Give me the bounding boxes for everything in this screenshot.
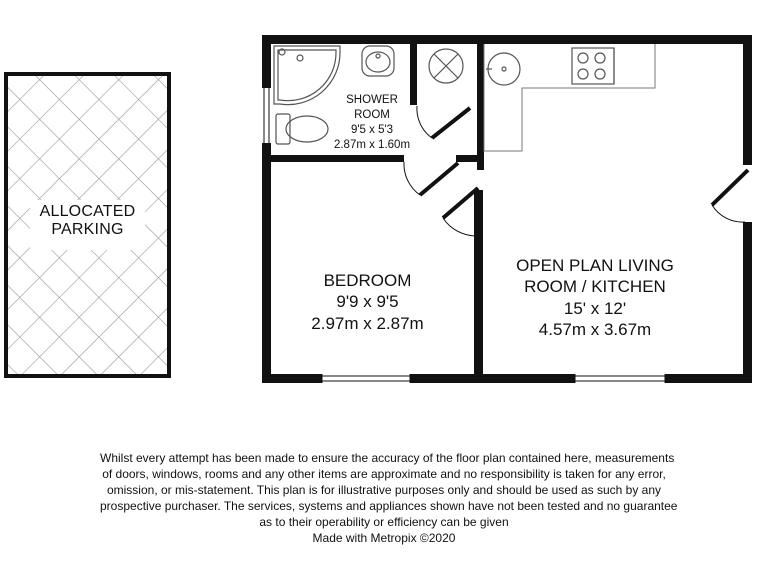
disclaimer-line: of doors, windows, rooms and any other items are approximate and no responsibility is taken for any error,	[102, 467, 666, 481]
shower-room-imperial: 9'5 x 5'3	[350, 123, 394, 136]
bedroom-label	[285, 270, 450, 334]
bedroom-metric: 2.97m x 2.87m	[311, 313, 424, 333]
shower-room-name-line2: ROOM	[354, 108, 390, 121]
shower-room-metric: 2.87m x 1.60m	[333, 138, 411, 151]
living-metric: 4.57m x 3.67m	[538, 319, 652, 339]
basin	[362, 46, 394, 76]
boiler	[429, 49, 463, 83]
kitchen-sink	[486, 53, 520, 85]
disclaimer	[100, 450, 678, 546]
parking-label	[15, 203, 160, 240]
toilet	[276, 114, 328, 144]
kitchen-worktop	[484, 44, 655, 151]
living-imperial: 15' x 12'	[563, 298, 627, 318]
living-name-line1: OPEN PLAN LIVING	[516, 256, 674, 275]
bedroom-name: BEDROOM	[323, 271, 412, 290]
disclaimer-line: as to their operability or efficiency can be given	[259, 515, 509, 529]
shower-room-name-line1: SHOWER	[346, 94, 398, 106]
window-bedroom	[322, 374, 410, 383]
window-shower	[262, 88, 271, 143]
parking-label-line2: PARKING	[51, 221, 124, 239]
living-name-line2: ROOM / KITCHEN	[524, 277, 666, 297]
doors	[404, 106, 748, 236]
living-room-label	[500, 255, 690, 340]
bedroom-imperial: 9'9 x 9'5	[336, 292, 399, 312]
hob	[572, 48, 614, 84]
disclaimer-line: Whilst every attempt has been made to ensure the accuracy of the floor plan contained here, measurements	[100, 451, 675, 465]
disclaimer-line: prospective purchaser. The services, systems and appliances shown have not been tested and no guarantee	[100, 499, 678, 513]
shower-room-label	[322, 93, 422, 153]
parking-label-line1: ALLOCATED	[39, 203, 136, 220]
disclaimer-line: omission, or mis-statement. This plan is for illustrative purposes only and should be used as such by any	[106, 483, 662, 497]
credit: Made with Metropix ©2020	[312, 531, 456, 545]
window-living	[575, 374, 665, 383]
